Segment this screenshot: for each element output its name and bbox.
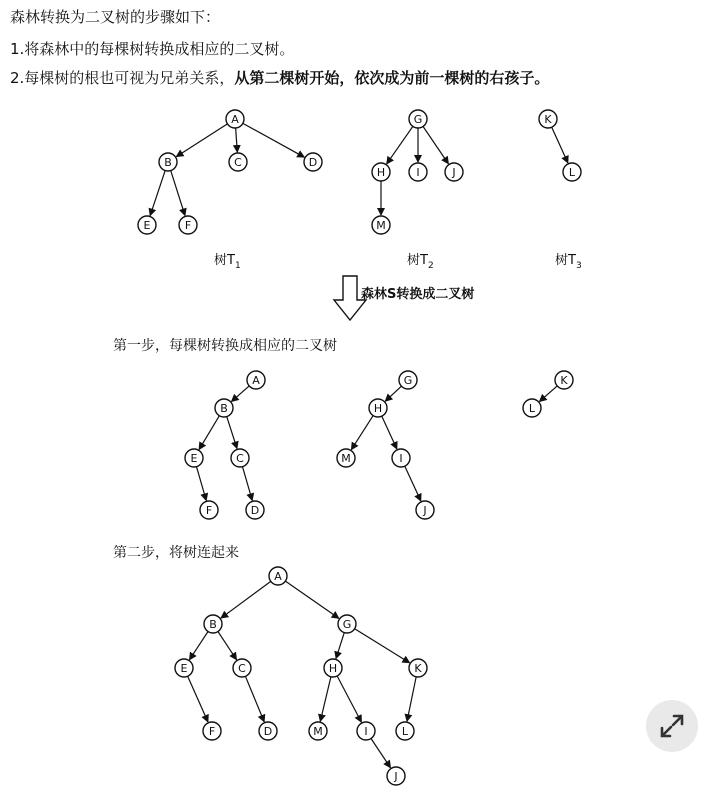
forest-node-A-label: A: [231, 113, 239, 126]
forest-node-G: [409, 110, 427, 128]
step1-node-L-label: L: [528, 402, 536, 415]
forest-node-D: [304, 153, 322, 171]
step2-edge-K-L: [407, 677, 416, 721]
forest-node-L: [563, 163, 581, 181]
step1-edge-G-H: [385, 386, 401, 401]
step2-node-M: [309, 722, 327, 740]
forest-node-C-label: C: [234, 156, 242, 169]
step1-node-E: [185, 449, 203, 467]
step1-edge-I-J: [405, 466, 421, 501]
step2-edge-A-B: [221, 581, 271, 618]
forest-edge-G-J: [423, 126, 448, 163]
expand-arrows-icon: [659, 713, 685, 739]
forest-node-B: [159, 153, 177, 171]
forest-node-F: [179, 216, 197, 234]
step1-node-D-label: D: [250, 504, 260, 517]
step1-edge-H-M: [351, 416, 373, 450]
step2-node-L: [396, 722, 414, 740]
step2-edge-A-G: [285, 581, 338, 618]
forest-node-I: [409, 163, 427, 181]
forest-node-E: [138, 216, 156, 234]
tree-label-t2-prefix: 树T: [407, 253, 428, 268]
step2-node-B-label: B: [209, 618, 217, 631]
step1-edge-E-F: [196, 467, 206, 501]
step2-node-K: [409, 659, 427, 677]
forest-edge-K-L: [552, 127, 568, 163]
step2-node-C-label: C: [238, 662, 246, 675]
step1-node-F-label: F: [205, 504, 213, 517]
forest-node-G-label: G: [413, 113, 423, 126]
forest-node-F-label: F: [184, 219, 192, 232]
step2-edge-I-J: [371, 738, 390, 767]
step2-edge-B-C: [218, 632, 237, 660]
forest-node-K-label: K: [544, 113, 552, 126]
forest-node-K: [539, 110, 557, 128]
tree-label-t2-sub: 2: [427, 261, 434, 271]
step1-node-M-label: M: [341, 452, 351, 465]
forest-edge-B-E: [150, 171, 165, 216]
forest-node-M-label: M: [376, 219, 386, 232]
step2-node-K-label: K: [414, 662, 422, 675]
step2-node-D: [259, 722, 277, 740]
step1-node-B-label: B: [220, 402, 228, 415]
step1-node-I-label: I: [399, 452, 403, 465]
step2-node-G: [338, 615, 356, 633]
step1-node-A: [247, 371, 265, 389]
forest-node-H: [372, 163, 390, 181]
forest-node-A: [226, 110, 244, 128]
step1-edge-C-D: [242, 467, 252, 501]
step2-node-L-label: L: [401, 725, 409, 738]
step1-node-G: [399, 371, 417, 389]
conversion-label: 森林S转换成二叉树: [361, 287, 475, 302]
step2-node-J: [387, 767, 405, 785]
step2-node-I-label: I: [364, 725, 368, 738]
forest-node-I-label: I: [416, 166, 420, 179]
step2-edge-C-D: [245, 676, 264, 721]
section-1-title: 第一步，每棵树转换成相应的二叉树: [113, 338, 337, 354]
step2-node-H: [324, 659, 342, 677]
step1-edge-B-C: [227, 417, 237, 449]
step1-edge-A-B: [232, 386, 250, 401]
step1-node-A-label: A: [252, 374, 260, 387]
step1-node-M: [337, 449, 355, 467]
step2-node-E: [175, 659, 193, 677]
step2-node-A: [269, 567, 287, 585]
step2-node-M-label: M: [313, 725, 323, 738]
step1-node-J-label: J: [423, 504, 427, 517]
step1-node-G-label: G: [403, 374, 413, 387]
step2-node-F: [203, 722, 221, 740]
step1-node-K: [555, 371, 573, 389]
step2-edge-G-H: [336, 633, 344, 659]
step1-node-I: [392, 449, 410, 467]
expand-button[interactable]: [646, 700, 698, 752]
tree-label-t1-sub: 1: [234, 261, 241, 271]
step1-node-F: [200, 501, 218, 519]
tree-label-t3-sub: 3: [575, 261, 582, 271]
step2-node-D-label: D: [263, 725, 273, 738]
step2-node-J-label: J: [394, 770, 398, 783]
forest-node-C: [229, 153, 247, 171]
step1-node-J: [416, 501, 434, 519]
step2-node-F-label: F: [208, 725, 216, 738]
forest-node-D-label: D: [308, 156, 318, 169]
step1-edge-B-E: [199, 416, 219, 450]
step-2-bold-text: 从第二棵树开始，依次成为前一棵树的右孩子。: [234, 69, 550, 87]
forest-node-M: [372, 216, 390, 234]
section-2-title: 第二步，将树连起来: [113, 545, 239, 561]
forest-edge-G-H: [387, 126, 413, 163]
forest-node-L-label: L: [568, 166, 576, 179]
step2-edge-G-K: [355, 629, 410, 663]
step2-node-C: [233, 659, 251, 677]
step1-node-C: [231, 449, 249, 467]
forest-edge-A-C: [236, 128, 238, 152]
step1-node-C-label: C: [236, 452, 244, 465]
step1-node-L: [523, 399, 541, 417]
step-1-text: 1.将森林中的每棵树转换成相应的二叉树。: [10, 40, 295, 58]
step2-node-G-label: G: [342, 618, 352, 631]
step2-node-A-label: A: [274, 570, 282, 583]
step2-edge-B-E: [190, 632, 209, 660]
step1-node-D: [246, 501, 264, 519]
forest-edge-A-B: [176, 124, 227, 157]
step2-node-B: [204, 615, 222, 633]
step1-node-B: [215, 399, 233, 417]
step1-node-E-label: E: [190, 452, 198, 465]
step1-edge-H-I: [382, 416, 397, 449]
step2-node-H-label: H: [328, 662, 338, 675]
step2-node-E-label: E: [180, 662, 188, 675]
forest-node-B-label: B: [164, 156, 172, 169]
forest-node-J-label: J: [452, 166, 456, 179]
step1-node-H-label: H: [373, 402, 383, 415]
step2-edge-H-M: [320, 677, 331, 722]
tree-label-t3-prefix: 树T: [555, 253, 576, 268]
hollow-down-arrow-icon: [334, 276, 366, 320]
intro-text: 森林转换为二叉树的步骤如下：: [10, 8, 221, 26]
step2-edge-H-I: [337, 676, 361, 722]
step2-node-I: [357, 722, 375, 740]
forest-edge-A-D: [243, 123, 304, 157]
step1-edge-K-L: [540, 386, 558, 401]
forest-node-E-label: E: [143, 219, 151, 232]
step1-node-H: [369, 399, 387, 417]
step-2-plain-text: 2.每棵树的根也可视为兄弟关系，: [10, 69, 235, 87]
step2-edge-E-F: [188, 676, 208, 722]
forest-edge-B-F: [171, 171, 185, 216]
forest-node-J: [445, 163, 463, 181]
forest-node-H-label: H: [376, 166, 386, 179]
tree-label-t1-prefix: 树T: [214, 253, 235, 268]
step1-node-K-label: K: [560, 374, 568, 387]
